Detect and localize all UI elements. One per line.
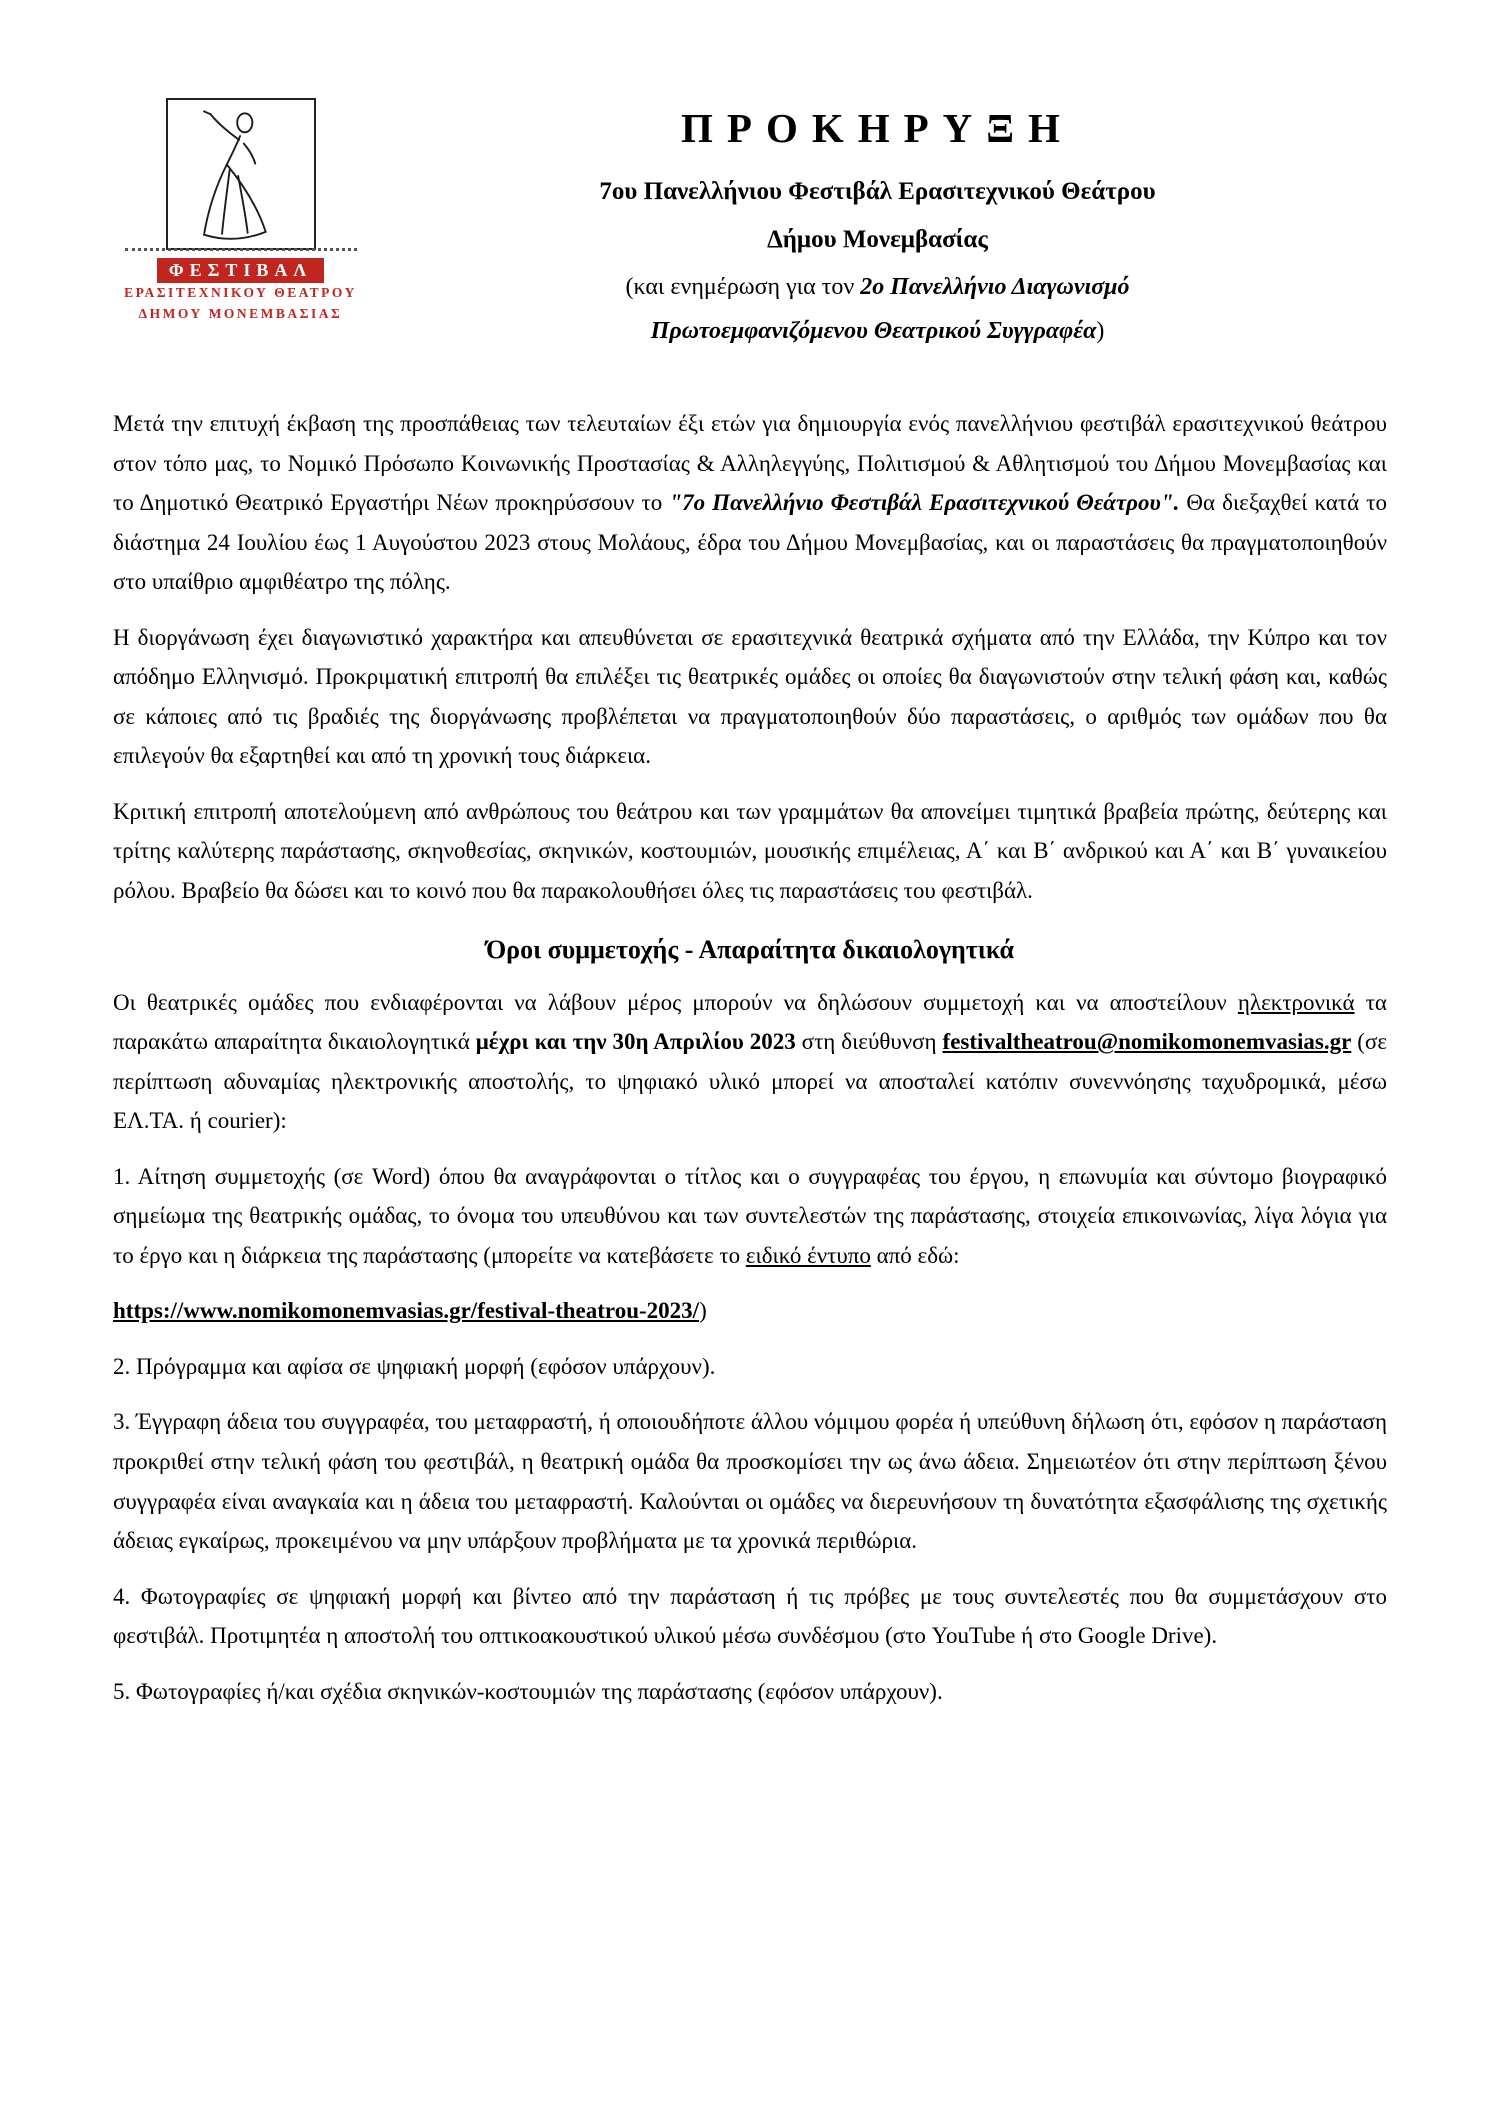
competition-paragraph: Η διοργάνωση έχει διαγωνιστικό χαρακτήρα και απευθύνεται σε ερασιτεχνικά θεατρικά σχήματα από την Ελλάδα, την Κύπρο και τον απόδημο Ελληνισμό. Προκριματική επιτροπή θα επιλέξει τις θεατρικές ομάδες οι οποίες θα διαγωνιστούν στην τελική φάση και, καθώς σε κάποιες από τις βραδιές της διοργάνωσης προβλέπεται να πραγματοποιηθούν δύο παραστάσεις, ο αριθμός των ομάδων που θα επιλεγούν θα εξαρτηθεί και από τη χρονική τους διάρκεια.: [113, 624, 1387, 769]
participation-text-4: (σε περίπτωση αδυναμίας ηλεκτρονικής αποστολής, το ψηφιακό υλικό μπορεί να αποσταλεί κατόπιν συνεννόησης ταχυδρομικά, μέσω ΕΛ.ΤΑ. ή courier):: [113, 1029, 1387, 1134]
festival-url-link[interactable]: https://www.nomikomonemvasias.gr/festival-theatrou-2023/: [113, 1298, 700, 1324]
deadline-text: μέχρι και την 30η Απριλίου 2023: [475, 1029, 796, 1055]
jury-awards-paragraph: Κριτική επιτροπή αποτελούμενη από ανθρώπους του θεάτρου και των γραμμάτων θα απονείμει τιμητικά βραβεία πρώτης, δεύτερης και τρίτης καλύτερης παράστασης, σκηνοθεσίας, σκηνικών, κοστουμιών, μουσικής επιμέλειας, Α΄ και Β΄ ανδρικού και Α΄ και Β΄ γυναικείου ρόλου. Βραβείο θα δώσει και το κοινό που θα παρακολουθήσει όλες τις παραστάσεις του φεστιβάλ.: [113, 798, 1387, 904]
festival-url-line: [113, 1291, 1387, 1331]
participation-text-1: Οι θεατρικές ομάδες που ενδιαφέρονται να λάβουν μέρος μπορούν να δηλώσουν συμμετοχή και να αποστείλουν: [113, 989, 1238, 1015]
header-titles: [368, 92, 1387, 362]
item1-text-end: από εδώ:: [870, 1242, 960, 1268]
application-form-link[interactable]: ειδικό έντυπο: [745, 1242, 871, 1268]
logo-figure-box: [166, 98, 316, 250]
logo-subtitle-line1: ΕΡΑΣΙΤΕΧΝΙΚΟΥ ΘΕΑΤΡΟΥ: [124, 285, 357, 300]
contest-name-part1: 2ο Πανελλήνιο Διαγωνισμό: [860, 274, 1130, 300]
festival-logo: [113, 92, 368, 325]
dancer-figure-icon: [168, 100, 314, 248]
contest-note-line1: [368, 274, 1387, 301]
note-suffix: ): [1096, 318, 1105, 344]
page-title: ΠΡΟΚΗΡΥΞΗ: [681, 105, 1074, 151]
document-header: [113, 92, 1387, 362]
contest-note-line2: [368, 318, 1387, 345]
festival-subtitle: 7ου Πανελλήνιου Φεστιβάλ Ερασιτεχνικού Θεάτρου: [599, 178, 1156, 205]
list-item-4: 4. Φωτογραφίες σε ψηφιακή μορφή και βίντεο από την παράσταση ή τις πρόβες με τους συντελεστές που θα συμμετάσχουν στο φεστιβάλ. Προτιμητέα η αποστολή του οπτικοακουστικού υλικού μέσω συνδέσμου (στο YouTube ή στο Google Drive).: [113, 1583, 1387, 1649]
email-link[interactable]: festivaltheatrou@nomikomonemvasias.gr: [942, 1029, 1352, 1055]
logo-subtitle-line2: ΔΗΜΟΥ ΜΟΝΕΜΒΑΣΙΑΣ: [138, 305, 343, 321]
item1-text-start: 1. Αίτηση συμμετοχής (σε Word) όπου θα αναγράφονται ο τίτλος και ο συγγραφέας του έργου, η επωνυμία και σύντομο βιογραφικό σημείωμα της θεατρικής ομάδας, το όνομα του υπευθύνου και των συντελεστών της παράστασης, στοιχεία επικοινωνίας, λίγα λόγια για το έργο και η διάρκεια της παράστασης (μπορείτε να κατεβάσετε το: [113, 1163, 1387, 1268]
document-body: [113, 404, 1387, 1711]
festival-name-quoted: "7ο Πανελλήνιο Φεστιβάλ Ερασιτεχνικού Θεάτρου".: [669, 490, 1180, 516]
url-suffix: ): [699, 1298, 707, 1324]
participation-text-3: στη διεύθυνση: [795, 1029, 943, 1055]
intro-text-start: Μετά την επιτυχή έκβαση της προσπάθειας των τελευταίων έξι ετών για δημιουργία ενός πανελλήνιου φεστιβάλ ερασιτεχνικού θεάτρου στον τόπο μας, το Νομικό Πρόσωπο Κοινωνικής Προστασίας & Αλληλεγγύης, Πολιτισμού & Αθλητισμού του Δήμου Μονεμβασίας και το Δημοτικό Θεατρικό Εργαστήρι Νέων προκηρύσσουν το: [113, 411, 1387, 516]
municipality-subtitle: Δήμου Μονεμβασίας: [767, 226, 988, 253]
logo-festival-band: ΦΕΣΤΙΒΑΛ: [157, 258, 325, 283]
participation-paragraph: [113, 983, 1387, 1141]
list-item-3: 3. Έγγραφη άδεια του συγγραφέα, του μεταφραστή, ή οποιουδήποτε άλλου νόμιμου φορέα ή υπεύθυνη δήλωση ότι, εφόσον η παράσταση προκριθεί στην τελική φάση του φεστιβάλ, η θεατρική ομάδα θα προσκομίσει την ως άνω άδεια. Σημειωτέον ότι στην περίπτωση ξένου συγγραφέα είναι αναγκαία και η άδεια του μεταφραστή. Καλούνται οι ομάδες να διερευνήσουν τη δυνατότητα εξασφάλισης της σχετικής άδειας εγκαίρως, προκειμένου να μην υπάρξουν προβλήματα με τα χρονικά περιθώρια.: [113, 1409, 1387, 1554]
intro-paragraph: [113, 404, 1387, 602]
contest-name-part2: Πρωτοεμφανιζόμενου Θεατρικού Συγγραφέα: [650, 318, 1097, 344]
list-item-2: 2. Πρόγραμμα και αφίσα σε ψηφιακή μορφή (εφόσον υπάρχουν).: [113, 1353, 716, 1379]
list-item-5: 5. Φωτογραφίες ή/και σχέδια σκηνικών-κοστουμιών της παράστασης (εφόσον υπάρχουν).: [113, 1678, 943, 1704]
electronically-emphasis: ηλεκτρονικά: [1237, 989, 1355, 1015]
note-prefix: (και ενημέρωση για τον: [625, 274, 861, 300]
participation-text-2: τα παρακάτω απαραίτητα δικαιολογητικά: [113, 989, 1387, 1055]
section-heading-terms: Όροι συμμετοχής - Απαραίτητα δικαιολογητικά: [485, 934, 1015, 964]
list-item-1: [113, 1157, 1387, 1276]
intro-text-end: Θα διεξαχθεί κατά το διάστημα 24 Ιουλίου έως 1 Αυγούστου 2023 στους Μολάους, έδρα του Δήμου Μονεμβασίας, και οι παραστάσεις θα πραγματοποιηθούν στο υπαίθριο αμφιθέατρο της πόλης.: [113, 490, 1388, 595]
logo-dotted-line: [125, 248, 357, 251]
